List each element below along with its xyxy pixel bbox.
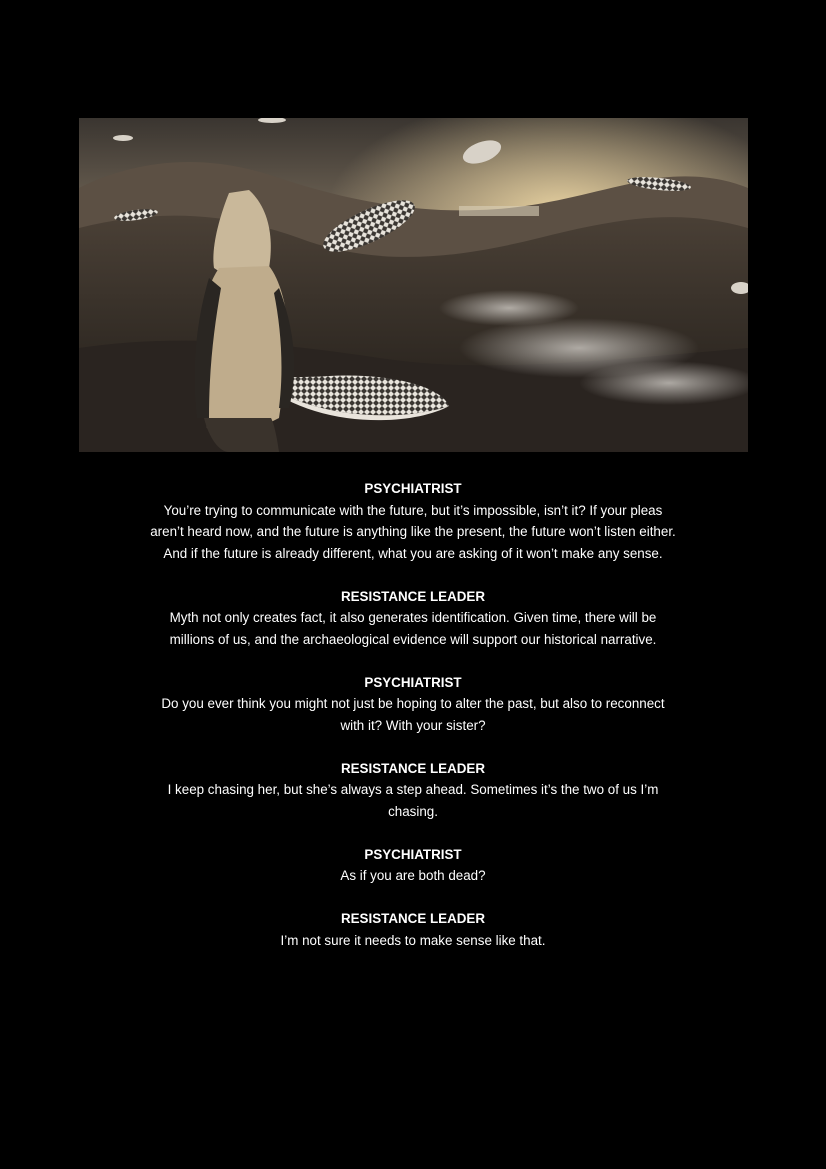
dialogue-line: I keep chasing her, but she’s always a step ahead. Sometimes it’s the two of us I’m chasing.: [167, 782, 659, 819]
hero-image: [79, 118, 748, 452]
dialogue-line: You’re trying to communicate with the future, but it’s impossible, isn’t it? If your pleas aren’t heard now, and the future is anything like the present, the future won’t listen either. And if the future is already different, what you are asking of it won’t make any sense.: [150, 502, 676, 561]
dialogue-line: Do you ever think you might not just be hoping to alter the past, but also to reconnect with it? With your sister?: [161, 696, 665, 733]
speaker-name: RESISTANCE LEADER: [340, 760, 486, 776]
dialogue-block: [150, 908, 676, 951]
dialogue-block: [150, 478, 676, 564]
dialogue-line: Myth not only creates fact, it also generates identification. Given time, there will be millions of us, and the archaeological evidence will support our historical narrative.: [169, 610, 657, 647]
dialogue-block: [150, 844, 676, 887]
dialogue-line: As if you are both dead?: [340, 868, 486, 883]
dialogue-line: I’m not sure it needs to make sense like that.: [280, 932, 546, 948]
speaker-name: PSYCHIATRIST: [364, 674, 462, 690]
landscape-illustration: [79, 118, 748, 452]
speaker-name: PSYCHIATRIST: [364, 481, 462, 496]
dialogue-block: [150, 672, 676, 737]
speaker-name: RESISTANCE LEADER: [340, 588, 486, 604]
speaker-name: RESISTANCE LEADER: [340, 911, 486, 926]
dialogue-script: [150, 478, 676, 973]
dialogue-block: [150, 758, 676, 823]
dialogue-block: [150, 586, 676, 651]
speaker-name: PSYCHIATRIST: [364, 846, 462, 862]
